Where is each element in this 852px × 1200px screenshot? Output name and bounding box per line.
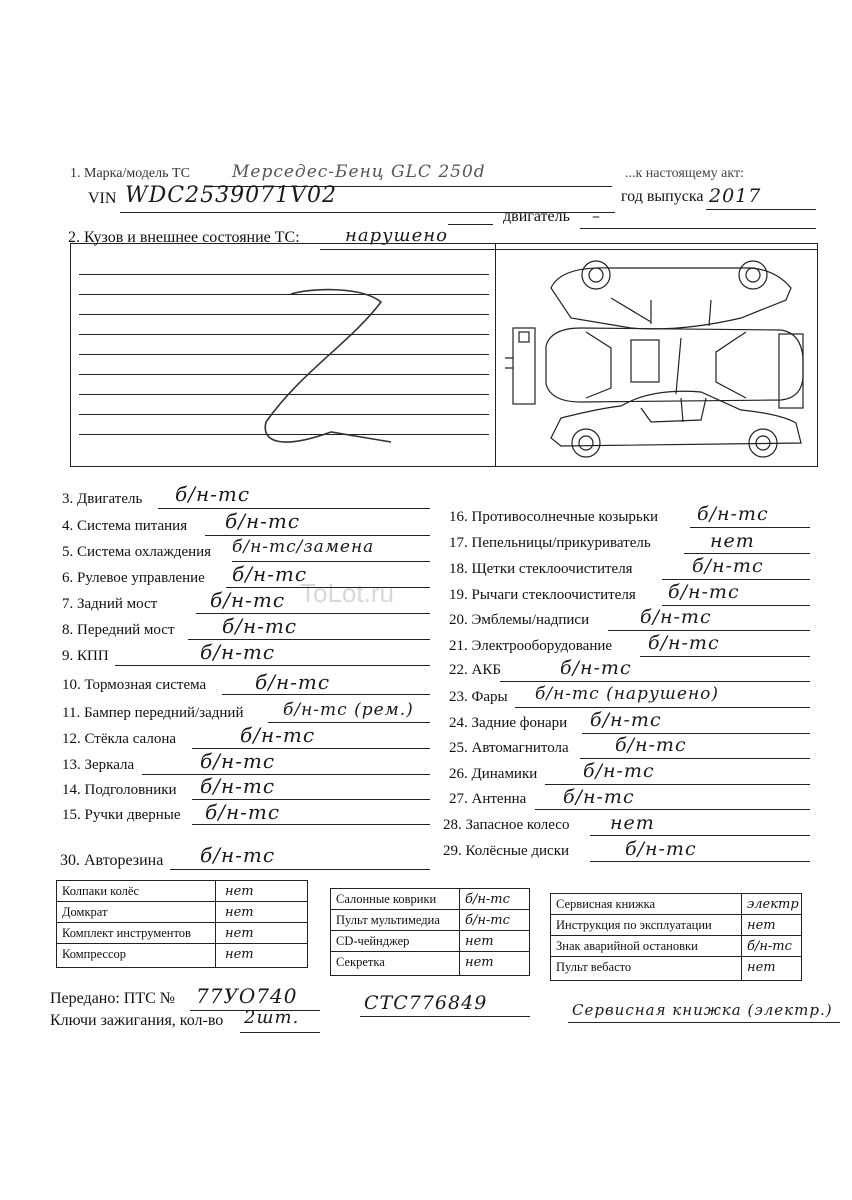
tires-underline — [170, 869, 430, 870]
list-item-underline — [500, 681, 810, 682]
list-item-label: 8. Передний мост — [62, 622, 175, 638]
list-item-label: 11. Бампер передний/задний — [62, 705, 244, 721]
year-underline — [706, 209, 816, 210]
engine-value: – — [592, 206, 601, 225]
list-item-value: б/н-тс — [668, 581, 740, 603]
table-row-label: Пульт вебасто — [556, 960, 632, 974]
table-row-value: нет — [225, 884, 254, 899]
keys-label: Ключи зажигания, кол-во — [50, 1012, 224, 1029]
list-item-label: 24. Задние фонари — [449, 715, 568, 731]
list-item-underline — [662, 579, 810, 580]
list-item-value: б/н-тс — [200, 640, 276, 664]
vin-label: VIN — [88, 190, 117, 207]
list-item-label: 12. Стёкла салона — [62, 731, 177, 747]
brand-label: 1. Марка/модель ТС — [70, 166, 190, 181]
car-diagram-icon — [501, 248, 813, 460]
table-row-value: б/н-тс — [747, 939, 792, 954]
table-row-value: нет — [747, 918, 776, 933]
list-item-underline — [115, 665, 430, 666]
table-row-value: нет — [465, 955, 494, 970]
body-condition-box — [70, 243, 818, 467]
list-item-underline — [222, 694, 430, 695]
list-item-value: б/н-тс — [240, 723, 316, 747]
list-item-label: 21. Электрооборудование — [449, 638, 613, 654]
list-item-value: б/н-тс — [563, 786, 635, 808]
notes-line — [79, 274, 489, 275]
header-right-text: ...к настоящему акт: — [625, 166, 745, 181]
watermark-text: ToLot.ru — [300, 578, 394, 608]
table-accessories-2 — [330, 888, 530, 976]
list-item-label: 17. Пепельницы/прикуриватель — [449, 535, 651, 551]
list-item-underline — [205, 535, 430, 536]
year-value: 2017 — [709, 185, 762, 207]
list-item-value: б/н-тс — [205, 800, 281, 824]
list-item-value: б/н-тс — [175, 482, 251, 506]
list-item-label: 9. КПП — [62, 648, 109, 664]
service-book-value: Сервисная книжка (электр.) — [572, 1001, 833, 1019]
list-item-value: б/н-тс — [210, 588, 286, 612]
list-item-label: 22. АКБ — [449, 662, 501, 678]
list-item-label: 6. Рулевое управление — [62, 570, 205, 586]
brand-value: Мерседес-Бенц GLC 250d — [232, 162, 486, 182]
service-book-underline — [568, 1022, 840, 1023]
engine-label: двигатель — [503, 208, 570, 225]
engine-left-line — [448, 224, 493, 225]
list-item-value: б/н-тс — [583, 760, 655, 782]
list-item-value: б/н-тс — [697, 503, 769, 525]
list-item-value: б/н-тс (нарушено) — [535, 684, 720, 704]
list-item-label: 18. Щетки стеклоочистителя — [449, 561, 633, 577]
list-item-value: б/н-тс (рем.) — [283, 700, 414, 720]
table-row-label: Знак аварийной остановки — [556, 939, 698, 953]
list-item-value: б/н-тс/замена — [232, 537, 375, 557]
list-item-label: 7. Задний мост — [62, 596, 158, 612]
table-row-label: Колпаки колёс — [62, 884, 140, 898]
table-accessories-1 — [56, 880, 308, 968]
list-item-underline — [590, 835, 810, 836]
tires-label: 30. Авторезина — [60, 852, 164, 869]
list-item-underline — [690, 527, 810, 528]
list-item-label: 13. Зеркала — [62, 757, 135, 773]
table-row-label: Компрессор — [62, 947, 127, 961]
list-item-label: 4. Система питания — [62, 518, 188, 534]
transfer-label: Передано: ПТС № — [50, 990, 176, 1007]
list-item-label: 16. Противосолнечные козырьки — [449, 509, 659, 525]
list-item-underline — [515, 707, 810, 708]
list-item-value: б/н-тс — [222, 614, 298, 638]
table-row-value: нет — [225, 926, 254, 941]
list-item-value: б/н-тс — [625, 838, 697, 860]
list-item-label: 15. Ручки дверные — [62, 807, 181, 823]
table-row-value: нет — [225, 905, 254, 920]
list-item-value: б/н-тс — [692, 555, 764, 577]
list-item-label: 29. Колёсные диски — [443, 843, 570, 859]
keys-value: 2шт. — [244, 1007, 300, 1028]
table-row-label: Секретка — [336, 955, 385, 969]
list-item-value: б/н-тс — [225, 509, 301, 533]
table-row-label: Домкрат — [62, 905, 108, 919]
year-label: год выпуска — [621, 188, 704, 205]
table-row-value: нет — [747, 960, 776, 975]
tires-value: б/н-тс — [200, 843, 276, 867]
table-row-label: Пульт мультимедиа — [336, 913, 440, 927]
list-item-underline — [142, 774, 430, 775]
table-row-value: электр — [747, 897, 799, 912]
list-item-underline — [535, 809, 810, 810]
table-accessories-3 — [550, 893, 802, 981]
table-row-value: б/н-тс — [465, 892, 510, 907]
list-item-value: б/н-тс — [560, 657, 632, 679]
table-row-label: Комплект инструментов — [62, 926, 191, 940]
list-item-label: 19. Рычаги стеклоочистителя — [449, 587, 636, 603]
list-item-label: 14. Подголовники — [62, 782, 177, 798]
keys-underline — [240, 1032, 320, 1033]
sts-underline — [360, 1016, 530, 1017]
sts-value: СТС776849 — [364, 992, 488, 1014]
list-item-underline — [590, 861, 810, 862]
table-row-label: Салонные коврики — [336, 892, 437, 906]
box-divider — [495, 244, 496, 466]
table-row-label: Сервисная книжка — [556, 897, 656, 911]
list-item-label: 26. Динамики — [449, 766, 538, 782]
list-item-value: б/н-тс — [255, 670, 331, 694]
table-row-value: нет — [465, 934, 494, 949]
list-item-value: б/н-тс — [200, 749, 276, 773]
table-row-value: б/н-тс — [465, 913, 510, 928]
table-row-value: нет — [225, 947, 254, 962]
list-item-value: б/н-тс — [590, 709, 662, 731]
table-row-label: Инструкция по эксплуатации — [556, 918, 712, 932]
vin-value: WDC2539071V02 — [125, 183, 337, 208]
list-item-label: 20. Эмблемы/надписи — [449, 612, 590, 628]
body-section-label: 2. Кузов и внешнее состояние ТС: — [68, 229, 300, 246]
list-item-label: 5. Система охлаждения — [62, 544, 212, 560]
list-item-label: 27. Антенна — [449, 791, 527, 807]
list-item-value: нет — [710, 530, 755, 552]
list-item-label: 25. Автомагнитола — [449, 740, 569, 756]
list-item-underline — [608, 630, 810, 631]
list-item-value: б/н-тс — [640, 606, 712, 628]
list-item-underline — [545, 784, 810, 785]
list-item-underline — [580, 758, 810, 759]
list-item-value: нет — [610, 812, 655, 834]
list-item-label: 3. Двигатель — [62, 491, 143, 507]
list-item-underline — [684, 553, 810, 554]
list-item-label: 28. Запасное колесо — [443, 817, 570, 833]
list-item-label: 23. Фары — [449, 689, 508, 705]
pts-value: 77УО740 — [196, 984, 298, 1008]
list-item-label: 10. Тормозная система — [62, 677, 207, 693]
list-item-value: б/н-тс — [200, 774, 276, 798]
list-item-value: б/н-тс — [648, 632, 720, 654]
body-section-value: нарушено — [345, 225, 448, 246]
list-item-underline — [192, 824, 430, 825]
list-item-underline — [640, 656, 810, 657]
list-item-value: б/н-тс — [615, 734, 687, 756]
engine-underline — [580, 228, 816, 229]
z-strike-mark — [241, 282, 391, 452]
list-item-value: б/н-тс — [232, 562, 308, 586]
table-row-label: CD-чейнджер — [336, 934, 410, 948]
